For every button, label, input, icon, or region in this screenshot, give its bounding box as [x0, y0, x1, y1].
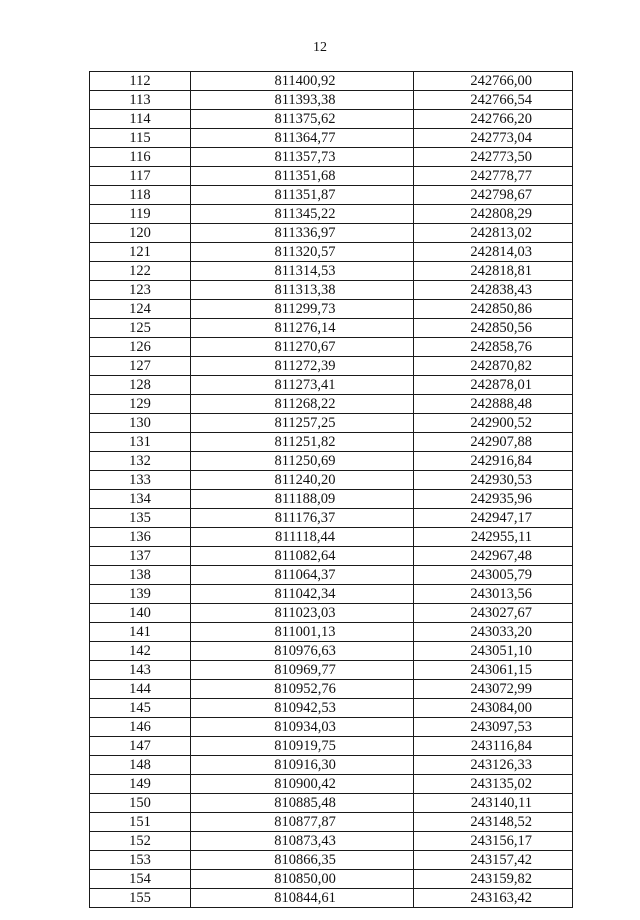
- table-row: [90, 357, 573, 376]
- y-coordinate-cell: 242798,67: [414, 186, 573, 205]
- y-coordinate-cell: 242766,20: [414, 110, 573, 129]
- coordinates-table: [89, 71, 573, 908]
- point-number-cell: 152: [90, 832, 191, 851]
- y-coordinate-cell: 242778,77: [414, 167, 573, 186]
- point-number-cell: 117: [90, 167, 191, 186]
- point-number-cell: 116: [90, 148, 191, 167]
- point-number-cell: 143: [90, 661, 191, 680]
- table-row: [90, 186, 573, 205]
- y-coordinate-cell: 243126,33: [414, 756, 573, 775]
- point-number-cell: 125: [90, 319, 191, 338]
- point-number-cell: 151: [90, 813, 191, 832]
- x-coordinate-cell: 811240,20: [191, 471, 414, 490]
- point-number-cell: 115: [90, 129, 191, 148]
- y-coordinate-cell: 242888,48: [414, 395, 573, 414]
- table-row: [90, 775, 573, 794]
- x-coordinate-cell: 810873,43: [191, 832, 414, 851]
- point-number-cell: 122: [90, 262, 191, 281]
- y-coordinate-cell: 242870,82: [414, 357, 573, 376]
- table-row: [90, 528, 573, 547]
- table-row: [90, 490, 573, 509]
- x-coordinate-cell: 810976,63: [191, 642, 414, 661]
- point-number-cell: 138: [90, 566, 191, 585]
- y-coordinate-cell: 243140,11: [414, 794, 573, 813]
- y-coordinate-cell: 243061,15: [414, 661, 573, 680]
- x-coordinate-cell: 811313,38: [191, 281, 414, 300]
- x-coordinate-cell: 811400,92: [191, 72, 414, 91]
- y-coordinate-cell: 242814,03: [414, 243, 573, 262]
- point-number-cell: 123: [90, 281, 191, 300]
- x-coordinate-cell: 810844,61: [191, 889, 414, 908]
- point-number-cell: 113: [90, 91, 191, 110]
- point-number-cell: 147: [90, 737, 191, 756]
- page-number: 12: [313, 40, 327, 55]
- point-number-cell: 120: [90, 224, 191, 243]
- y-coordinate-cell: 243097,53: [414, 718, 573, 737]
- x-coordinate-cell: 810919,75: [191, 737, 414, 756]
- x-coordinate-cell: 811001,13: [191, 623, 414, 642]
- table-row: [90, 281, 573, 300]
- y-coordinate-cell: 242930,53: [414, 471, 573, 490]
- x-coordinate-cell: 811314,53: [191, 262, 414, 281]
- y-coordinate-cell: 242947,17: [414, 509, 573, 528]
- x-coordinate-cell: 811042,34: [191, 585, 414, 604]
- y-coordinate-cell: 242967,48: [414, 547, 573, 566]
- y-coordinate-cell: 242955,11: [414, 528, 573, 547]
- y-coordinate-cell: 243005,79: [414, 566, 573, 585]
- table-row: [90, 718, 573, 737]
- point-number-cell: 118: [90, 186, 191, 205]
- point-number-cell: 154: [90, 870, 191, 889]
- table-row: [90, 167, 573, 186]
- x-coordinate-cell: 811268,22: [191, 395, 414, 414]
- point-number-cell: 132: [90, 452, 191, 471]
- y-coordinate-cell: 242878,01: [414, 376, 573, 395]
- point-number-cell: 146: [90, 718, 191, 737]
- x-coordinate-cell: 811118,44: [191, 528, 414, 547]
- y-coordinate-cell: 242850,56: [414, 319, 573, 338]
- point-number-cell: 137: [90, 547, 191, 566]
- x-coordinate-cell: 810934,03: [191, 718, 414, 737]
- x-coordinate-cell: 811250,69: [191, 452, 414, 471]
- table-row: [90, 148, 573, 167]
- x-coordinate-cell: 811351,68: [191, 167, 414, 186]
- y-coordinate-cell: 243033,20: [414, 623, 573, 642]
- x-coordinate-cell: 811176,37: [191, 509, 414, 528]
- table-row: [90, 756, 573, 775]
- table-row: [90, 870, 573, 889]
- y-coordinate-cell: 243013,56: [414, 585, 573, 604]
- point-number-cell: 139: [90, 585, 191, 604]
- x-coordinate-cell: 811364,77: [191, 129, 414, 148]
- table-row: [90, 680, 573, 699]
- point-number-cell: 127: [90, 357, 191, 376]
- x-coordinate-cell: 810885,48: [191, 794, 414, 813]
- x-coordinate-cell: 810969,77: [191, 661, 414, 680]
- x-coordinate-cell: 811299,73: [191, 300, 414, 319]
- y-coordinate-cell: 242813,02: [414, 224, 573, 243]
- point-number-cell: 130: [90, 414, 191, 433]
- point-number-cell: 148: [90, 756, 191, 775]
- y-coordinate-cell: 242907,88: [414, 433, 573, 452]
- y-coordinate-cell: 242766,54: [414, 91, 573, 110]
- table-row: [90, 243, 573, 262]
- point-number-cell: 134: [90, 490, 191, 509]
- point-number-cell: 112: [90, 72, 191, 91]
- x-coordinate-cell: 810850,00: [191, 870, 414, 889]
- y-coordinate-cell: 243157,42: [414, 851, 573, 870]
- x-coordinate-cell: 811270,67: [191, 338, 414, 357]
- table-row: [90, 91, 573, 110]
- table-row: [90, 72, 573, 91]
- table-row: [90, 585, 573, 604]
- x-coordinate-cell: 811320,57: [191, 243, 414, 262]
- table-row: [90, 604, 573, 623]
- table-row: [90, 737, 573, 756]
- y-coordinate-cell: 243156,17: [414, 832, 573, 851]
- table-row: [90, 794, 573, 813]
- point-number-cell: 131: [90, 433, 191, 452]
- x-coordinate-cell: 811188,09: [191, 490, 414, 509]
- y-coordinate-cell: 243051,10: [414, 642, 573, 661]
- x-coordinate-cell: 811257,25: [191, 414, 414, 433]
- x-coordinate-cell: 811393,38: [191, 91, 414, 110]
- table-row: [90, 566, 573, 585]
- y-coordinate-cell: 243135,02: [414, 775, 573, 794]
- coordinates-table-body: [90, 72, 573, 908]
- table-row: [90, 661, 573, 680]
- y-coordinate-cell: 242773,04: [414, 129, 573, 148]
- y-coordinate-cell: 242935,96: [414, 490, 573, 509]
- point-number-cell: 144: [90, 680, 191, 699]
- x-coordinate-cell: 811064,37: [191, 566, 414, 585]
- point-number-cell: 155: [90, 889, 191, 908]
- x-coordinate-cell: 811251,82: [191, 433, 414, 452]
- x-coordinate-cell: 810900,42: [191, 775, 414, 794]
- y-coordinate-cell: 242808,29: [414, 205, 573, 224]
- y-coordinate-cell: 243148,52: [414, 813, 573, 832]
- table-row: [90, 623, 573, 642]
- y-coordinate-cell: 243163,42: [414, 889, 573, 908]
- point-number-cell: 140: [90, 604, 191, 623]
- x-coordinate-cell: 811272,39: [191, 357, 414, 376]
- point-number-cell: 145: [90, 699, 191, 718]
- y-coordinate-cell: 242900,52: [414, 414, 573, 433]
- table-row: [90, 224, 573, 243]
- x-coordinate-cell: 810952,76: [191, 680, 414, 699]
- table-row: [90, 395, 573, 414]
- y-coordinate-cell: 243084,00: [414, 699, 573, 718]
- table-row: [90, 851, 573, 870]
- point-number-cell: 142: [90, 642, 191, 661]
- table-row: [90, 433, 573, 452]
- x-coordinate-cell: 811273,41: [191, 376, 414, 395]
- y-coordinate-cell: 243027,67: [414, 604, 573, 623]
- table-row: [90, 509, 573, 528]
- point-number-cell: 124: [90, 300, 191, 319]
- point-number-cell: 136: [90, 528, 191, 547]
- table-row: [90, 813, 573, 832]
- table-row: [90, 129, 573, 148]
- point-number-cell: 141: [90, 623, 191, 642]
- x-coordinate-cell: 811345,22: [191, 205, 414, 224]
- point-number-cell: 114: [90, 110, 191, 129]
- point-number-cell: 128: [90, 376, 191, 395]
- y-coordinate-cell: 242838,43: [414, 281, 573, 300]
- table-row: [90, 642, 573, 661]
- table-row: [90, 832, 573, 851]
- y-coordinate-cell: 242766,00: [414, 72, 573, 91]
- x-coordinate-cell: 811336,97: [191, 224, 414, 243]
- point-number-cell: 119: [90, 205, 191, 224]
- x-coordinate-cell: 811276,14: [191, 319, 414, 338]
- point-number-cell: 126: [90, 338, 191, 357]
- table-row: [90, 547, 573, 566]
- table-row: [90, 300, 573, 319]
- y-coordinate-cell: 242850,86: [414, 300, 573, 319]
- x-coordinate-cell: 810877,87: [191, 813, 414, 832]
- point-number-cell: 150: [90, 794, 191, 813]
- x-coordinate-cell: 810942,53: [191, 699, 414, 718]
- table-row: [90, 889, 573, 908]
- x-coordinate-cell: 810866,35: [191, 851, 414, 870]
- y-coordinate-cell: 243116,84: [414, 737, 573, 756]
- table-row: [90, 338, 573, 357]
- x-coordinate-cell: 811023,03: [191, 604, 414, 623]
- y-coordinate-cell: 242916,84: [414, 452, 573, 471]
- point-number-cell: 133: [90, 471, 191, 490]
- point-number-cell: 129: [90, 395, 191, 414]
- table-row: [90, 110, 573, 129]
- table-row: [90, 319, 573, 338]
- x-coordinate-cell: 811351,87: [191, 186, 414, 205]
- table-row: [90, 452, 573, 471]
- point-number-cell: 135: [90, 509, 191, 528]
- table-row: [90, 376, 573, 395]
- y-coordinate-cell: 242858,76: [414, 338, 573, 357]
- table-row: [90, 205, 573, 224]
- y-coordinate-cell: 243159,82: [414, 870, 573, 889]
- y-coordinate-cell: 243072,99: [414, 680, 573, 699]
- point-number-cell: 149: [90, 775, 191, 794]
- x-coordinate-cell: 811357,73: [191, 148, 414, 167]
- x-coordinate-cell: 810916,30: [191, 756, 414, 775]
- x-coordinate-cell: 811375,62: [191, 110, 414, 129]
- table-row: [90, 262, 573, 281]
- y-coordinate-cell: 242773,50: [414, 148, 573, 167]
- table-row: [90, 414, 573, 433]
- table-row: [90, 471, 573, 490]
- x-coordinate-cell: 811082,64: [191, 547, 414, 566]
- point-number-cell: 153: [90, 851, 191, 870]
- point-number-cell: 121: [90, 243, 191, 262]
- table-row: [90, 699, 573, 718]
- y-coordinate-cell: 242818,81: [414, 262, 573, 281]
